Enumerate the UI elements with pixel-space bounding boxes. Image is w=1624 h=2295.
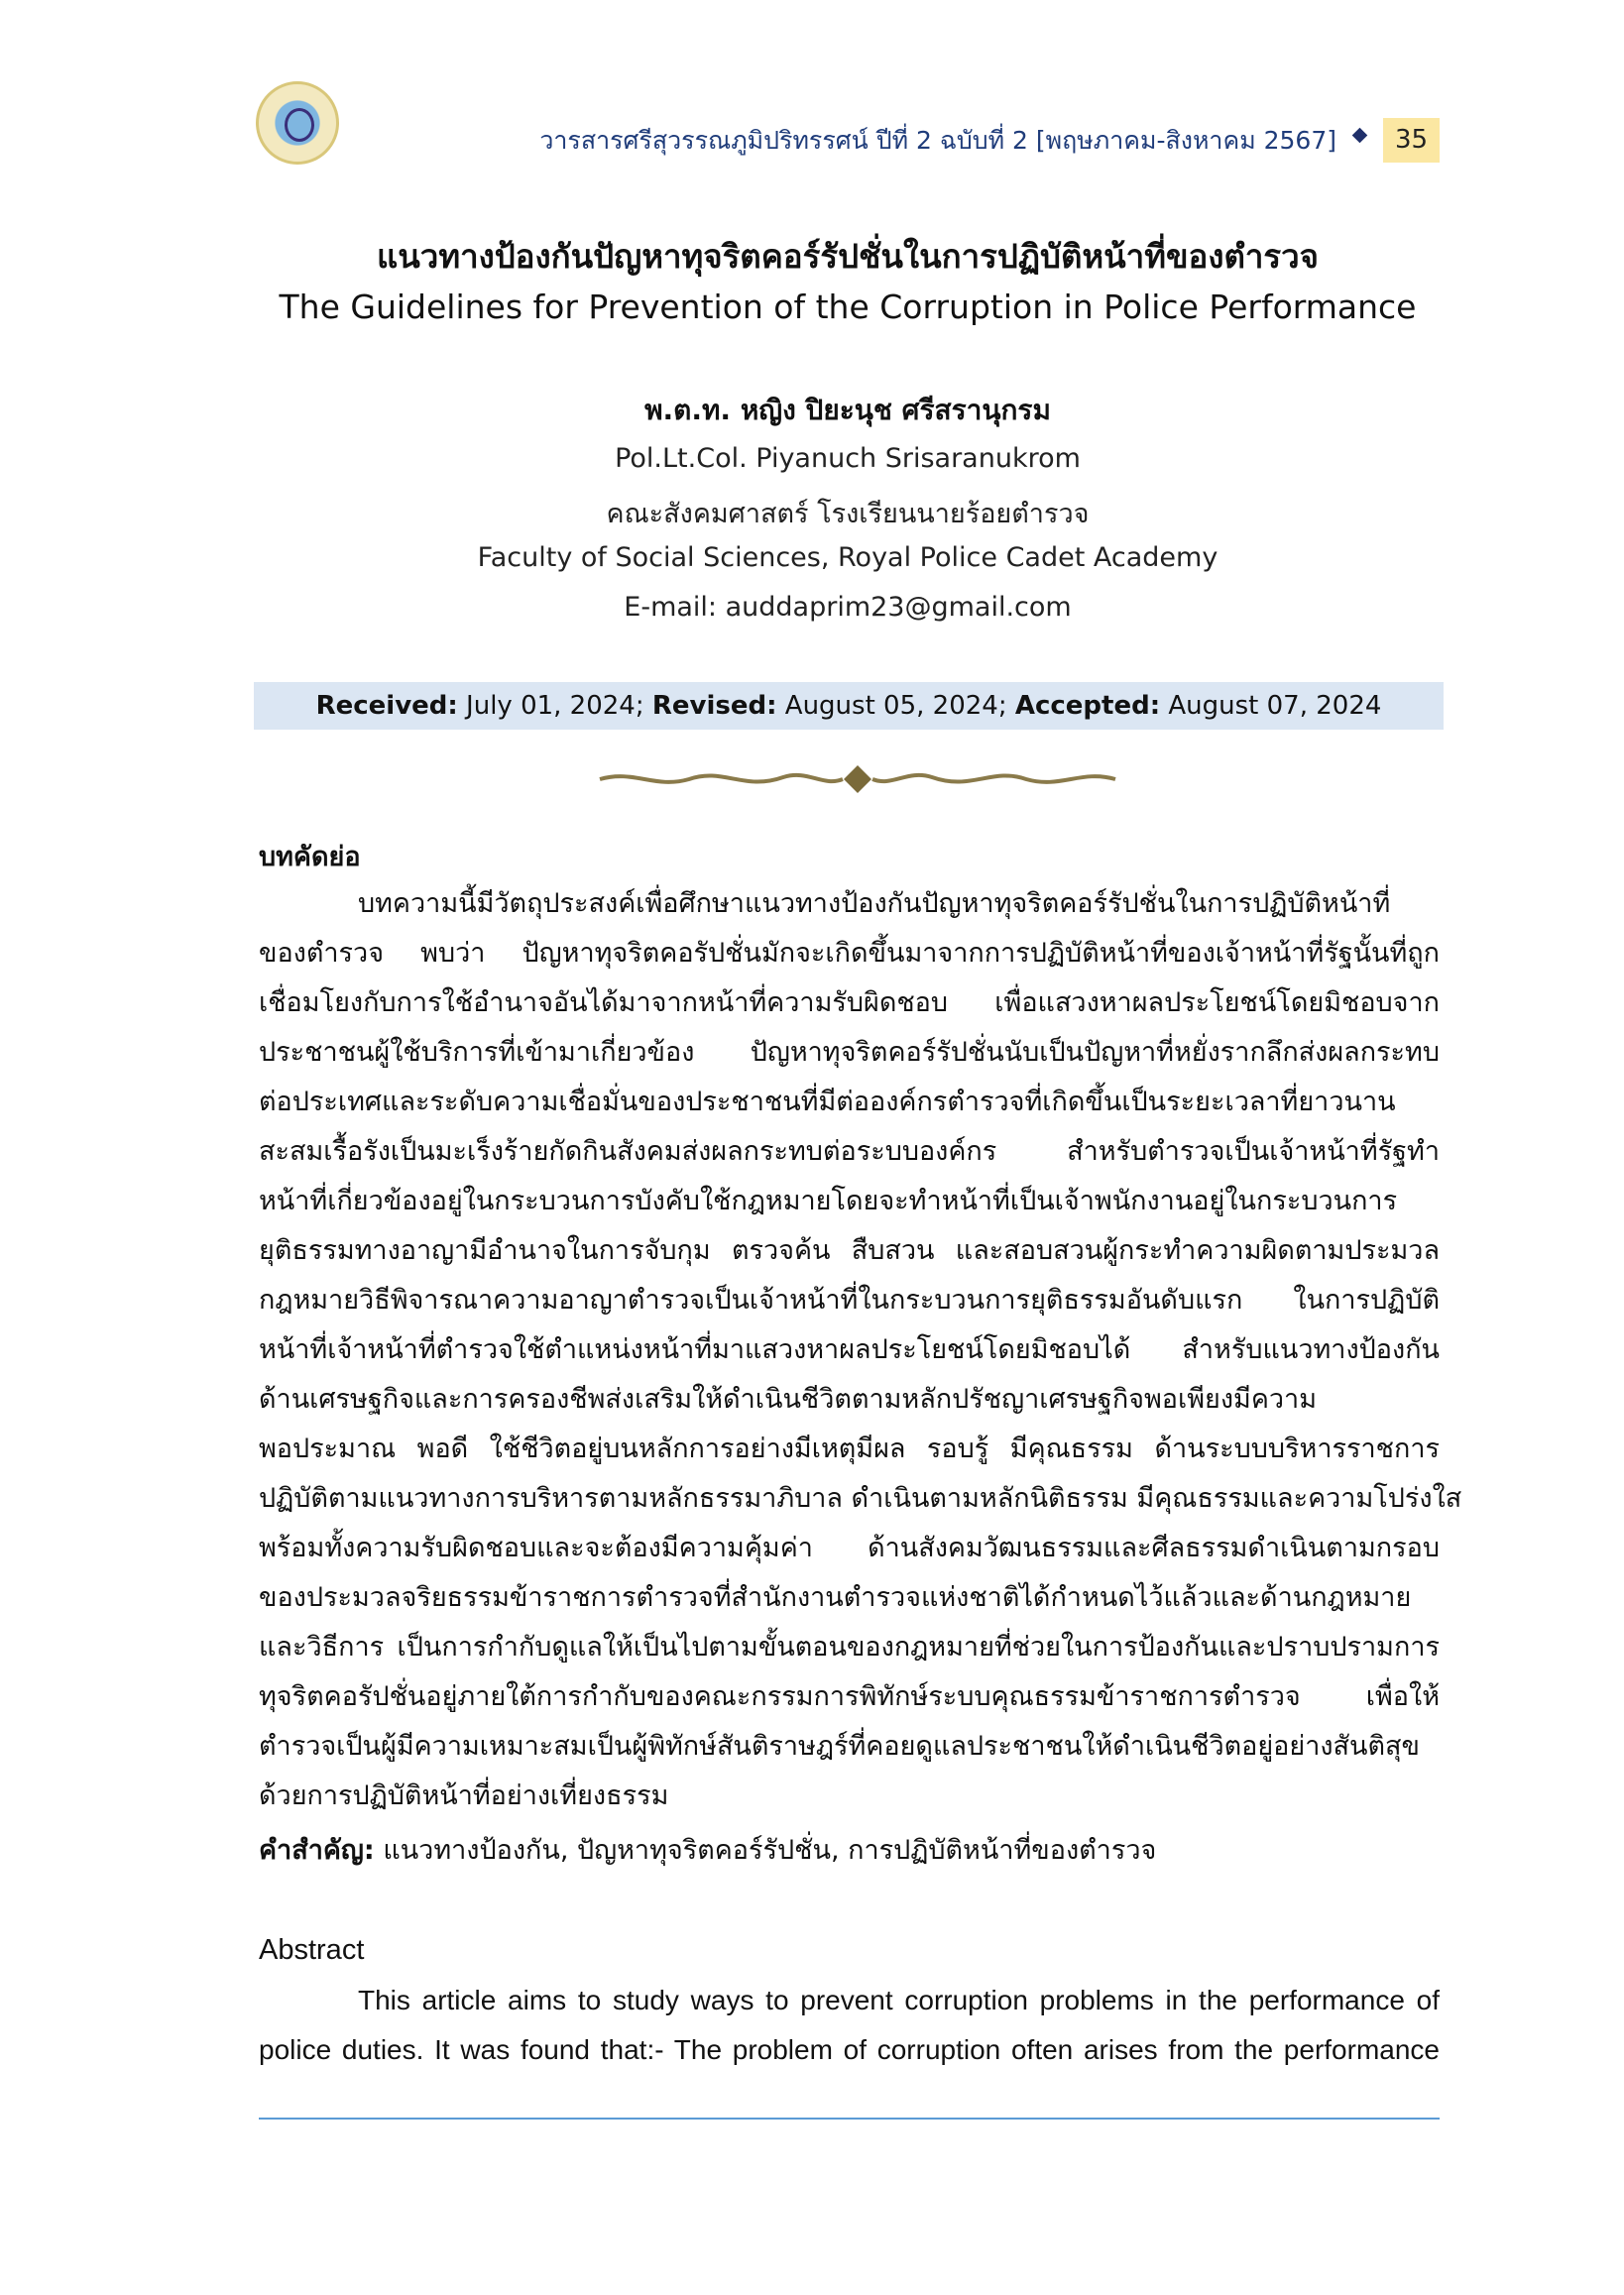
paragraph-line: ปฏิบัติตามแนวทางการบริหารตามหลักธรรมาภิบาล ดำเนินตามหลักนิติธรรม มีคุณธรรมและความโปร่งใส xyxy=(259,1483,1462,1514)
author-thai: พ.ต.ท. หญิง ปิยะนุช ศรีสรานุกรม xyxy=(644,394,1051,426)
title-thai: แนวทางป้องกันปัญหาทุจริตคอร์รัปชั่นในการปฏิบัติหน้าที่ของตำรวจ xyxy=(376,237,1320,276)
journal-header: วารสารศรีสุวรรณภูมิปริทรรศน์ ปีที่ 2 ฉบับที่ 2 [พฤษภาคม-สิงหาคม 2567] xyxy=(539,126,1336,155)
paragraph-line: กฎหมายวิธีพิจารณาความอาญาตำรวจเป็นเจ้าหน้าที่ในกระบวนการยุติธรรมอันดับแรก ในการปฏิบัติ xyxy=(259,1285,1440,1316)
paragraph-line: ตำรวจเป็นผู้มีความเหมาะสมเป็นผู้พิทักษ์สันติราษฎร์ที่คอยดูแลประชาชนให้ดำเนินชีวิตอยู่อย่างสันติสุข xyxy=(259,1731,1420,1762)
footer-rule xyxy=(259,2118,1440,2120)
paragraph-line: และวิธีการ เป็นการกำกับดูแลให้เป็นไปตามขั้นตอนของกฎหมายที่ช่วยในการป้องกันและปราบปรามการ xyxy=(259,1632,1440,1663)
paragraph-line: เชื่อมโยงกับการใช้อำนาจอันได้มาจากหน้าที่ความรับผิดชอบ เพื่อแสวงหาผลประโยชน์โดยมิชอบจาก xyxy=(259,987,1440,1018)
author-english: Pol.Lt.Col. Piyanuch Srisaranukrom xyxy=(615,443,1081,474)
english-abstract-body xyxy=(259,1976,1440,2075)
page-number: 35 xyxy=(1383,118,1440,163)
thai-abstract-body xyxy=(259,879,1462,1821)
title-english: The Guidelines for Prevention of the Corruption in Police Performance xyxy=(279,287,1417,326)
paragraph-line: ของตำรวจ พบว่า ปัญหาทุจริตคอรัปชั่นมักจะเกิดขึ้นมาจากการปฏิบัติหน้าที่ของเจ้าหน้าที่รัฐนั้นที่ถูก xyxy=(259,938,1440,969)
paragraph-line: ด้านเศรษฐกิจและการครองชีพส่งเสริมให้ดำเนินชีวิตตามหลักปรัชญาเศรษฐกิจพอเพียงมีความ xyxy=(259,1384,1318,1415)
paragraph-line: พอประมาณ พอดี ใช้ชีวิตอยู่บนหลักการอย่างมีเหตุมีผล รอบรู้ มีคุณธรรม ด้านระบบบริหารราชการ xyxy=(259,1434,1440,1464)
paragraph-line: พร้อมทั้งความรับผิดชอบและจะต้องมีความคุ้มค่า ด้านสังคมวัฒนธรรมและศีลธรรมดำเนินตามกรอบ xyxy=(259,1533,1440,1563)
keywords-label: คำสำคัญ: xyxy=(259,1835,375,1866)
accepted-label: Accepted: xyxy=(1014,691,1161,721)
paragraph-line: บทความนี้มีวัตถุประสงค์เพื่อศึกษาแนวทางป้องกันปัญหาทุจริตคอร์รัปชั่นในการปฏิบัติหน้าที่ xyxy=(358,888,1391,919)
paragraph-line: หน้าที่เจ้าหน้าที่ตำรวจใช้ตำแหน่งหน้าที่มาแสวงหาผลประโยชน์โดยมิชอบได้ สำหรับแนวทางป้องกัน xyxy=(259,1334,1440,1365)
journal-logo xyxy=(256,81,339,165)
received-label: Received: xyxy=(315,691,458,721)
received-date: July 01, 2024; xyxy=(457,691,652,721)
ornament-divider xyxy=(595,761,1120,797)
accepted-date: August 07, 2024 xyxy=(1160,691,1382,721)
paragraph-line: สะสมเรื้อรังเป็นมะเร็งร้ายกัดกินสังคมส่งผลกระทบต่อระบบองค์กร สำหรับตำรวจเป็นเจ้าหน้าที่รัฐทำ xyxy=(259,1136,1440,1167)
paragraph-line: ยุติธรรมทางอาญามีอำนาจในการจับกุม ตรวจค้น สืบสวน และสอบสวนผู้กระทำความผิดตามประมวล xyxy=(259,1235,1440,1266)
paragraph-line: ต่อประเทศและระดับความเชื่อมั่นของประชาชนที่มีต่อองค์กรตำรวจที่เกิดขึ้นเป็นระยะเวลาที่ยาวนาน xyxy=(259,1087,1396,1117)
paragraph-line: ด้วยการปฏิบัติหน้าที่อย่างเที่ยงธรรม xyxy=(259,1780,669,1811)
paragraph-line: ของประมวลจริยธรรมข้าราชการตำรวจที่สำนักงานตำรวจแห่งชาติได้กำหนดไว้แล้วและด้านกฎหมาย xyxy=(259,1582,1412,1613)
paragraph-line: ประชาชนผู้ใช้บริการที่เข้ามาเกี่ยวข้อง ปัญหาทุจริตคอร์รัปชั่นนับเป็นปัญหาที่หยั่งรากลึกส่งผลกระทบ xyxy=(259,1037,1440,1068)
author-email[interactable]: E-mail: auddaprim23@gmail.com xyxy=(624,592,1072,623)
paragraph-line: ทุจริตคอรัปชั่นอยู่ภายใต้การกำกับของคณะกรรมการพิทักษ์ระบบคุณธรรมข้าราชการตำรวจ เพื่อให้ xyxy=(259,1681,1440,1712)
revised-date: August 05, 2024; xyxy=(776,691,1015,721)
english-abstract-heading: Abstract xyxy=(259,1934,365,1966)
diamond-icon xyxy=(1352,128,1368,144)
keywords-text: แนวทางป้องกัน, ปัญหาทุจริตคอร์รัปชั่น, การปฏิบัติหน้าที่ของตำรวจ xyxy=(374,1835,1157,1866)
paragraph-line: หน้าที่เกี่ยวข้องอยู่ในกระบวนการบังคับใช้กฎหมายโดยจะทำหน้าที่เป็นเจ้าพนักงานอยู่ในกระบวนการ xyxy=(259,1186,1398,1216)
thai-abstract-heading: บทคัดย่อ xyxy=(259,842,361,872)
dates-bar xyxy=(254,682,1444,730)
revised-label: Revised: xyxy=(651,691,777,721)
affiliation-english: Faculty of Social Sciences, Royal Police Cadet Academy xyxy=(477,542,1218,573)
paragraph-line: This article aims to study ways to prevent corruption problems in the performance of xyxy=(358,1985,1440,2015)
keywords xyxy=(259,1826,1440,1876)
paragraph-line: police duties. It was found that:- The problem of corruption often arises from the performance xyxy=(259,2034,1440,2065)
affiliation-thai: คณะสังคมศาสตร์ โรงเรียนนายร้อยตำรวจ xyxy=(606,499,1090,529)
